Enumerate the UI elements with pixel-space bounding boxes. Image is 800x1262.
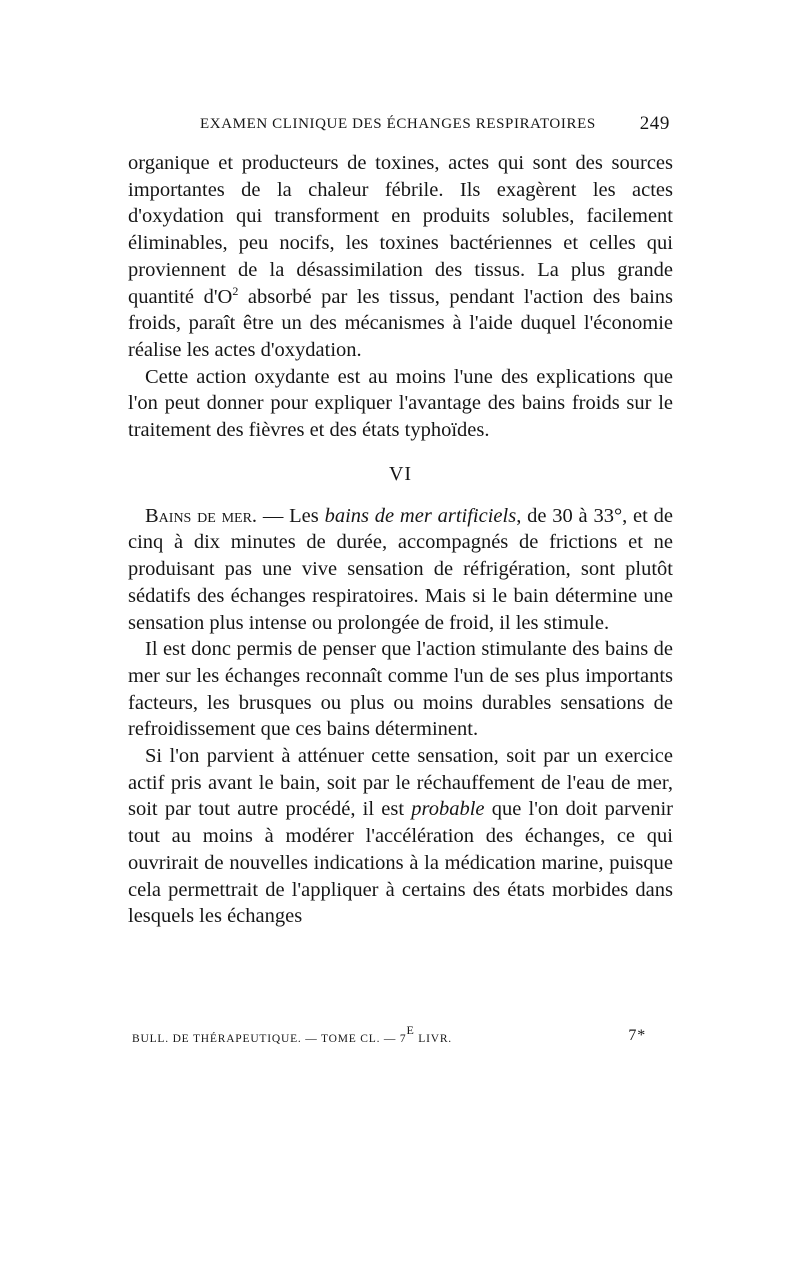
- footer-signature: 7*: [628, 1027, 646, 1044]
- paragraph-5-text-a: Si l'on parvient à atténuer cette sensation, soit par un exercice actif pris avant le bain, soit par le réchauffement de l'eau de mer, soit par tout autre procédé, il est: [128, 745, 673, 821]
- paragraph-3-rest: , de 30 à 33°, et de cinq à dix minutes de durée, accompagnés de frictions et ne produisant pas une vive sensation de réfrigération, sont plutôt sédatifs des échanges respiratoires. Mais si le bain détermine une sensation plus intense ou prolongée de froid, il les stimule.: [128, 504, 674, 634]
- running-header: [200, 113, 670, 138]
- page-number: 249: [639, 113, 670, 134]
- body-text: [128, 150, 673, 930]
- paragraph-1-text-b: absorbé par les tissus, pendant l'action des bains froids, paraît être un des mécanismes à l'aide duquel l'économie réalise les actes d'oxydation.: [128, 285, 673, 361]
- superscript-2: 2: [232, 283, 239, 298]
- paragraph-3-lead: Bains de mer.: [145, 504, 258, 527]
- section-heading: VI: [388, 462, 413, 485]
- paragraph-3: [128, 503, 673, 637]
- running-title: EXAMEN CLINIQUE DES ÉCHANGES RESPIRATOIRES: [200, 116, 596, 132]
- paragraph-5-text-b: que l'on doit parvenir tout au moins à modérer l'accélération des échanges, ce qui ouvrirait de nouvelles indications à la médication marine, puisque cela permettrait de l'appliquer à certains des états morbides dans lesquels les échanges: [128, 798, 673, 928]
- paragraph-3-italic: bains de mer artificiels: [324, 504, 517, 527]
- footer-journal-text: BULL. DE THÉRAPEUTIQUE. — TOME CL. — 7: [132, 1033, 407, 1045]
- paragraph-4: Il est donc permis de penser que l'action stimulante des bains de mer sur les échanges reconnaît comme l'un de ses plus importants facteurs, les brusques ou plus ou moins durables sensations de refroidissement que ces bains déterminent.: [128, 638, 673, 741]
- paragraph-1: [128, 150, 673, 364]
- footer-journal-sup: E: [406, 1023, 415, 1037]
- paragraph-1-text-a: organique et producteurs de toxines, actes qui sont des sources importantes de la chaleur fébrile. Ils exagèrent les actes d'oxydation qui transforment en produits solubles, facilement éliminables, peu nocifs, les toxines bactériennes et celles qui proviennent de la désassimilation des tissus. La plus grande quantité d'O: [128, 152, 673, 308]
- page-footer: [132, 1023, 646, 1050]
- footer-journal: [132, 1023, 452, 1045]
- footer-livraison: LIVR.: [414, 1033, 452, 1045]
- paragraph-5: [128, 743, 673, 930]
- paragraph-3-dash: — Les: [257, 504, 325, 527]
- paragraph-5-italic: probable: [411, 798, 485, 821]
- paragraph-2: Cette action oxydante est au moins l'une des explications que l'on peut donner pour expliquer l'avantage des bains froids sur le traitement des fièvres et des états typhoïdes.: [128, 365, 673, 442]
